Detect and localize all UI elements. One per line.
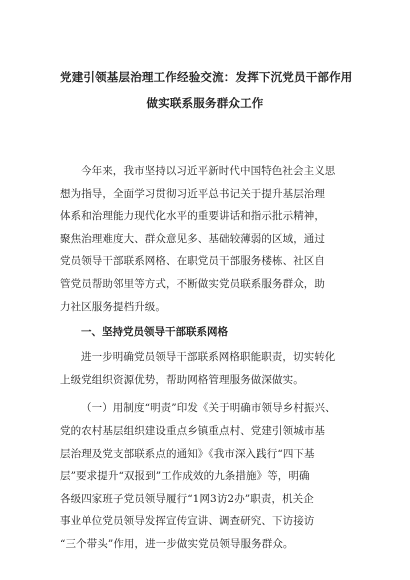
item-line: 层治理及党支部联系点的通知》《我市深入践行“四下基: [60, 447, 315, 460]
item-line: “三个带头”作用，进一步做实党员领导服务群众。: [60, 537, 294, 550]
section-line: 进一步明确党员领导干部联系网格职能职责，切实转化: [81, 351, 336, 364]
item-line: 事业单位党员领导发挥宣传宣讲、调查研究、下访接访: [60, 515, 315, 528]
intro-line: 聚焦治理难度大、群众意见多、基础较薄弱的区域，通过: [60, 232, 325, 245]
section-paragraph: [60, 346, 350, 391]
intro-line: 今年来，我市坚持以习近平新时代中国特色社会主义思: [81, 165, 336, 177]
section-line: 上级党组织资源优势，帮助网格管理服务做深做实。: [60, 373, 304, 386]
intro-line: 体系和治理能力现代化水平的重要讲话和指示批示精神，: [60, 210, 325, 223]
item-line: 各级四家班子党员领导履行“1网3访2办”职责，机关企: [60, 492, 314, 505]
intro-line: 力社区服务提档升级。: [60, 300, 166, 313]
item-line: 层”要求提升“双报到”工作成效的九条措施》等，明确: [60, 470, 310, 483]
intro-paragraph: [60, 160, 350, 318]
intro-line: 管党员帮助邻里等方式，不断做实党员联系服务群众，助: [60, 277, 325, 290]
item-line: （一）用制度“明责”印发《关于明确市领导乡村振兴、: [81, 402, 336, 415]
document-title: [60, 64, 353, 116]
title-line-1: 党建引领基层治理工作经验交流：发挥下沉党员干部作用: [60, 70, 353, 84]
item-paragraph: [60, 397, 350, 555]
intro-line: 想为指导，全面学习贯彻习近平总书记关于提升基层治理: [60, 187, 325, 200]
section-heading: 一、坚持党员领导干部联系网格: [81, 326, 228, 339]
intro-line: 党员领导干部联系网格、在职党员干部服务楼栋、社区自: [60, 255, 325, 268]
item-line: 党的农村基层组织建设重点乡镇重点村、党建引领城市基: [60, 424, 325, 437]
title-line-2: 做实联系服务群众工作: [146, 96, 264, 110]
